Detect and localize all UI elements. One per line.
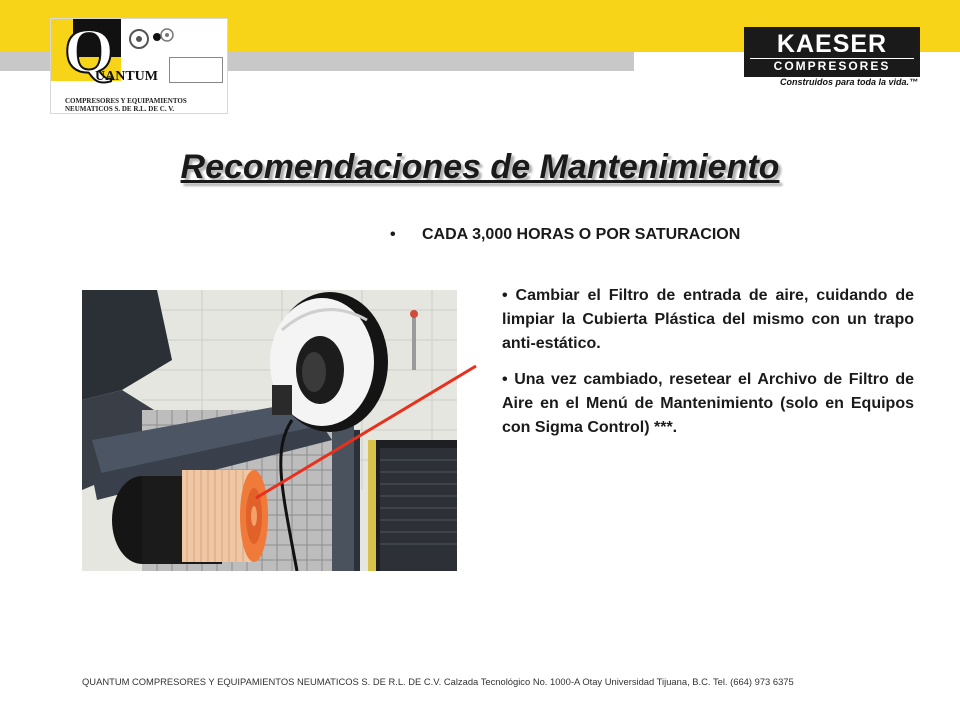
- filter-photo-illustration: [82, 290, 457, 571]
- bullet-dot-icon: •: [390, 226, 396, 243]
- quantum-logo: [50, 15, 228, 114]
- bullet-heading: [390, 226, 870, 244]
- kaeser-tagline: Construidos para toda la vida.™: [779, 77, 918, 87]
- logo-name: UANTUM: [95, 69, 158, 84]
- footer-address: QUANTUM COMPRESORES Y EQUIPAMIENTOS NEUMATICOS S. DE R.L. DE C.V. Calzada Tecnológico No. 1000-A Otay Universidad Tijuana, B.C. Tel. (664) 973 6375: [82, 676, 794, 687]
- logo-subtitle: COMPRESORES Y EQUIPAMIENTOS NEUMATICOS S. DE R.L. DE C. V.: [65, 97, 187, 113]
- instructions: [502, 284, 914, 452]
- bullet-item-1: • Cambiar el Filtro de entrada de aire, cuidando de limpiar la Cubierta Plástica del mismo con un trapo anti-estático.: [502, 287, 914, 352]
- filter-photo: [82, 290, 457, 571]
- logo-outline-box: [169, 57, 223, 83]
- kaeser-logo: [744, 27, 920, 77]
- bullet-item-2: • Una vez cambiado, resetear el Archivo de Filtro de Aire en el Menú de Mantenimiento (solo en Equipos con Sigma Control) ***.: [502, 371, 914, 436]
- page-title: Recomendaciones de Mantenimiento: [180, 148, 780, 186]
- kaeser-sub: COMPRESORES: [750, 59, 914, 73]
- logo-q-letter-icon: Q: [64, 15, 114, 86]
- kaeser-brand: KAESER: [776, 30, 888, 58]
- gear-icon: [125, 23, 175, 59]
- bullet-heading-text: CADA 3,000 HORAS O POR SATURACION: [422, 226, 741, 243]
